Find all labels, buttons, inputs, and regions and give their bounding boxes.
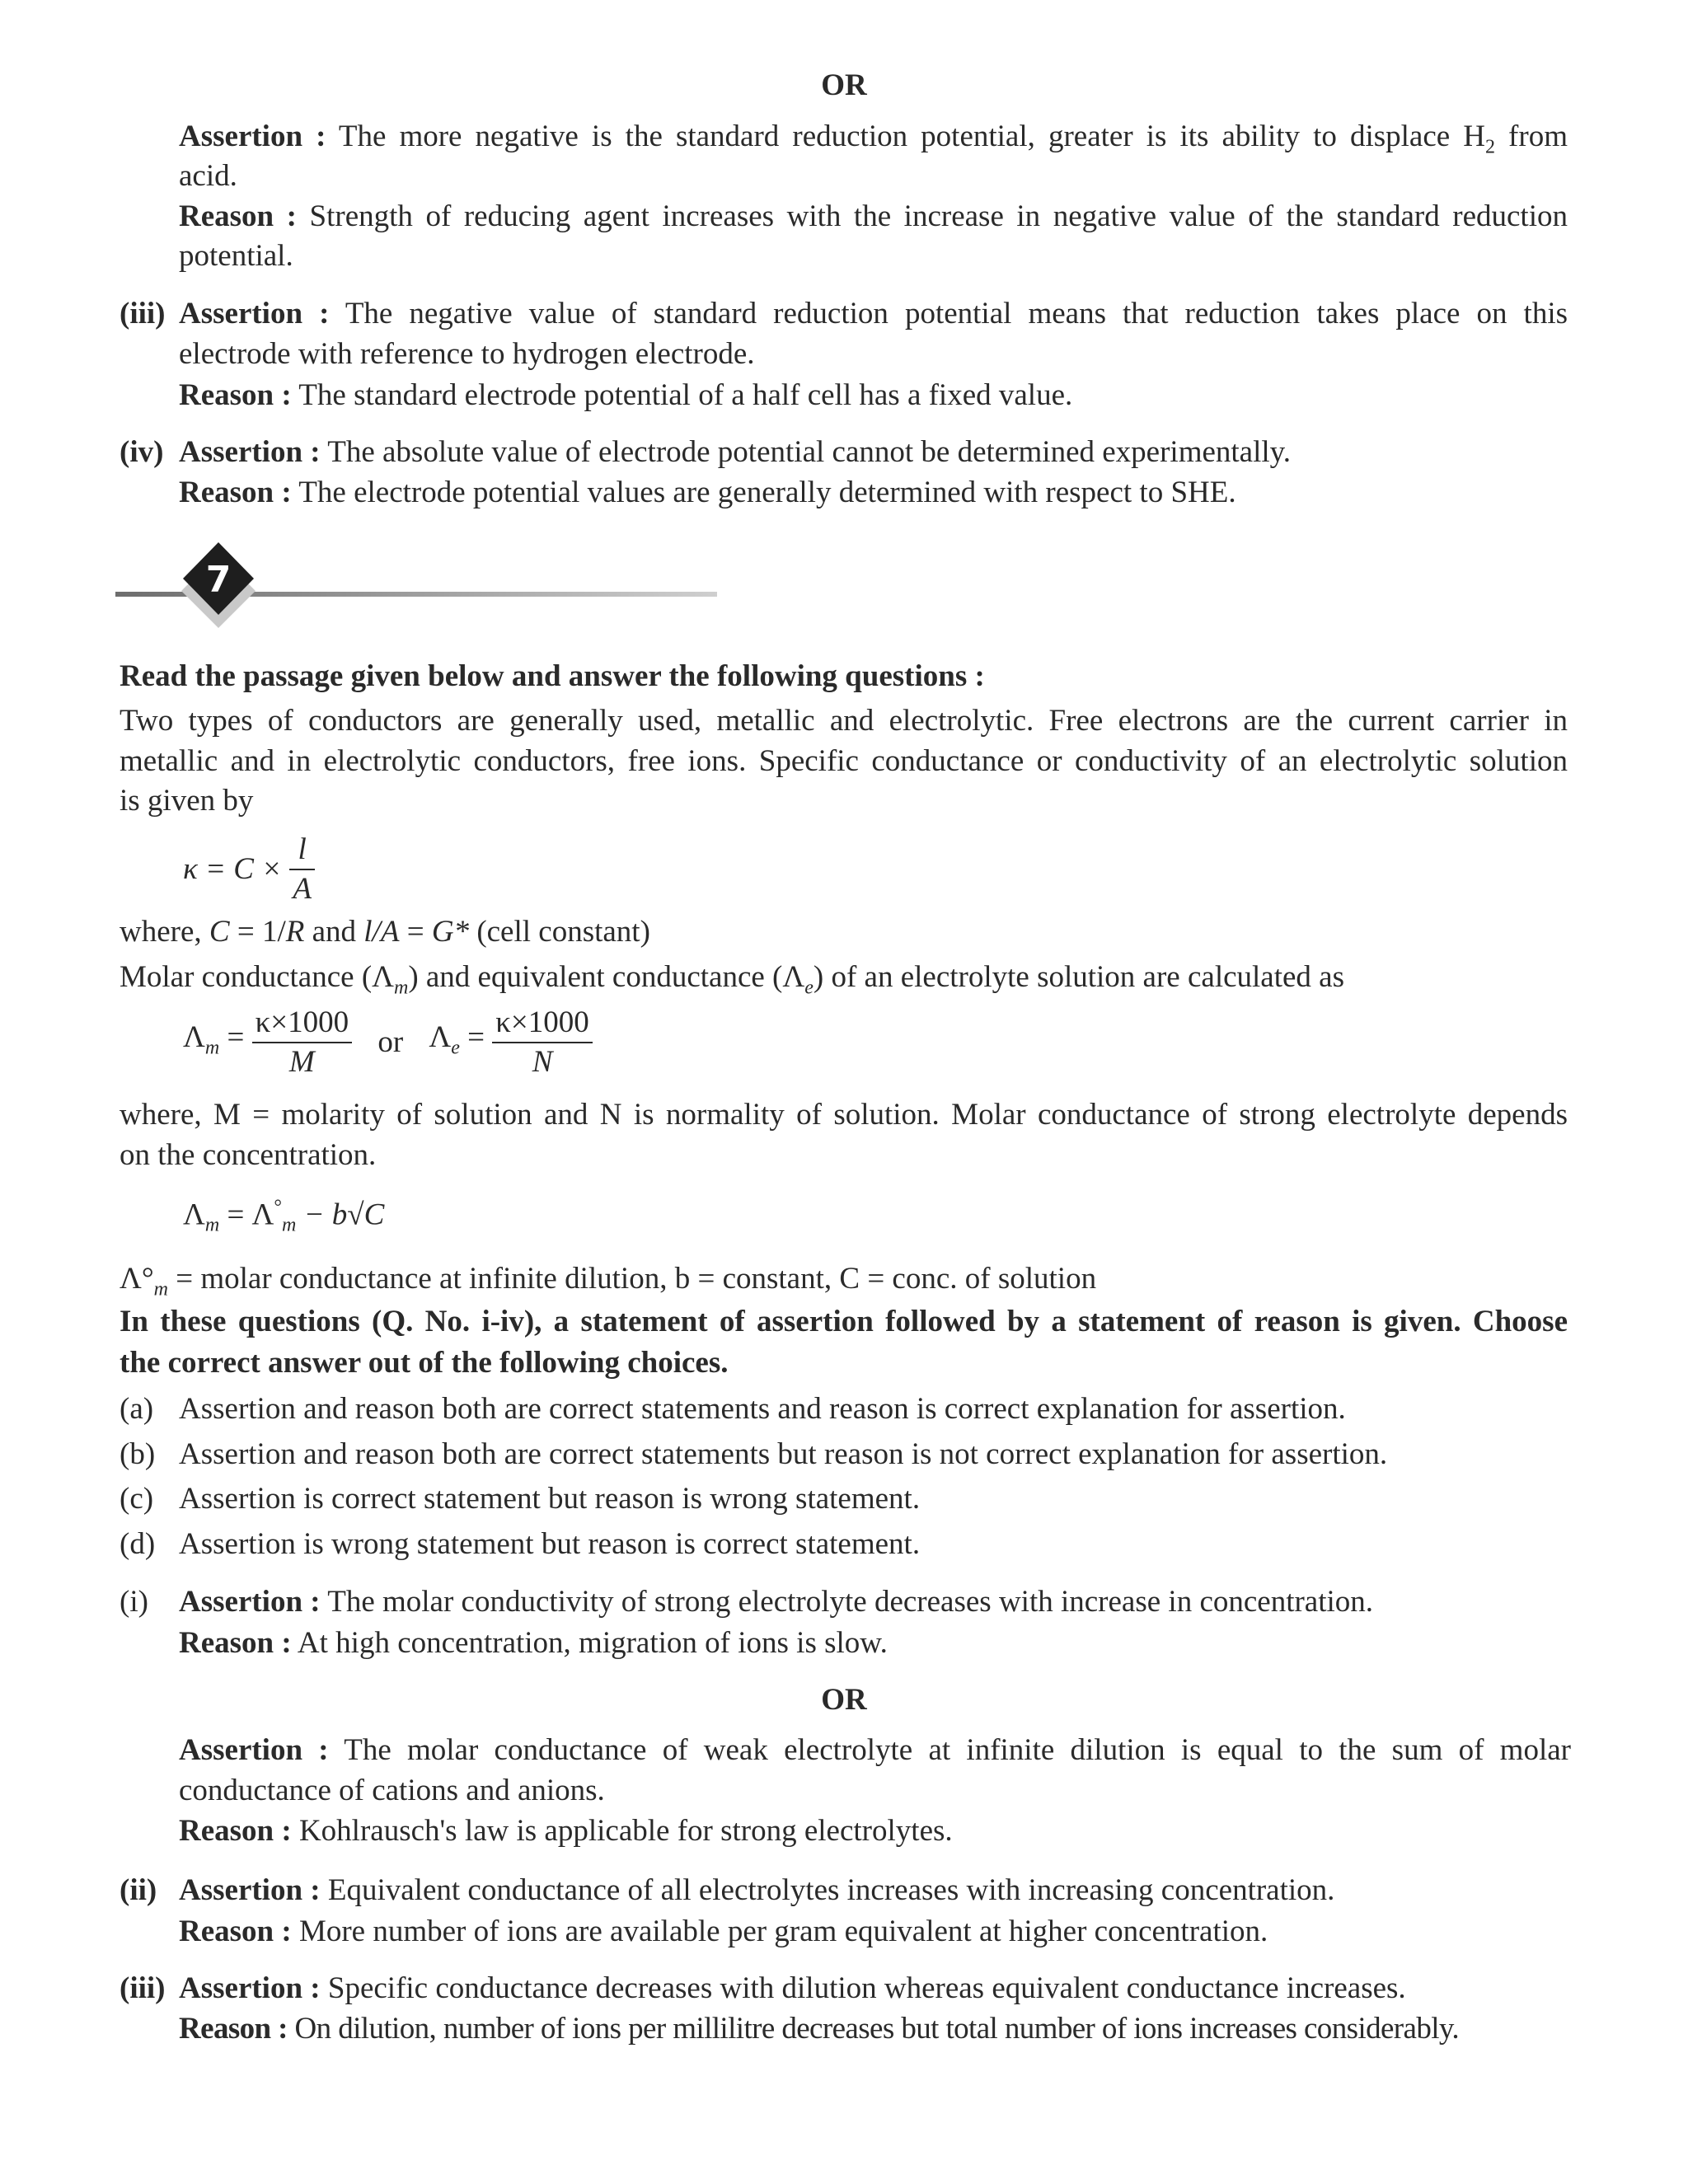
reason-text: On dilution, number of ions per millilitre decreases but total number of ions increases considerably. (294, 2012, 1460, 2046)
subscript: m (393, 977, 409, 999)
reason-text: Strength of reducing agent increases with the increase in negative value of the standard reduction (309, 199, 1568, 233)
assertion-line (179, 1731, 1571, 1770)
assertion-line (179, 1969, 1406, 2008)
assertion-label: Assertion : (179, 297, 330, 330)
fraction (492, 1004, 593, 1081)
formula-kohlrausch (183, 1188, 384, 1244)
reason-text: At high concentration, migration of ions is slow. (297, 1626, 888, 1660)
assertion-continuation: conductance of cations and anions. (179, 1774, 605, 1807)
subscript: m (204, 1214, 220, 1236)
section-heading: Read the passage given below and answer the following questions : (120, 659, 985, 693)
denominator: A (293, 872, 312, 906)
choice-label: (d) (120, 1527, 156, 1561)
passage-line: Two types of conductors are generally used, metallic and electrolytic. Free electrons are the current carrier in (120, 704, 1568, 738)
text: = (459, 1019, 485, 1054)
formula-lhs (183, 1019, 245, 1059)
reason-label: Reason : (179, 1626, 292, 1660)
or-divider: OR (821, 1683, 867, 1717)
reason-line (179, 376, 1072, 415)
text: = molar conductance at infinite dilution, b = constant, C = conc. of solution (167, 1262, 1097, 1296)
molar-conductance-line (120, 958, 1344, 1007)
fraction (252, 1004, 353, 1081)
section-badge (115, 536, 725, 643)
question-number: (i) (120, 1585, 148, 1619)
choice-label: (c) (120, 1482, 154, 1516)
superscript: ° (274, 1197, 282, 1218)
text: C (209, 915, 230, 949)
numerator: κ×1000 (252, 1004, 353, 1043)
text: Λ° (120, 1262, 154, 1296)
assertion-text: The more negative is the standard reduction potential, greater is its ability to displace H (338, 120, 1485, 153)
assertion-line (179, 1582, 1373, 1622)
reason-label: Reason : (179, 199, 297, 233)
reason-line (179, 1811, 953, 1851)
reason-line (179, 197, 1568, 237)
subscript: m (204, 1037, 220, 1059)
formula-conductivity (183, 831, 315, 908)
assertion-label: Assertion : (179, 435, 321, 469)
text: G* (431, 915, 470, 949)
assertion-text: The molar conductivity of strong electrolyte decreases with increase in concentration. (327, 1585, 1374, 1619)
text: ) and equivalent conductance (Λ (408, 960, 805, 994)
text: (cell constant) (469, 915, 650, 949)
choice-text: Assertion and reason both are correct statements and reason is correct explanation for assertion. (179, 1392, 1346, 1426)
text: Λ (183, 1197, 205, 1232)
subscript: e (804, 977, 814, 999)
denominator: N (532, 1045, 553, 1079)
assertion-text: The negative value of standard reduction potential means that reduction takes place on this (345, 297, 1568, 330)
assertion-label: Assertion : (179, 1585, 321, 1619)
passage-line: where, M = molarity of solution and N is normality of solution. Molar conductance of strong electrolyte depends (120, 1098, 1568, 1132)
reason-label: Reason : (179, 1915, 292, 1948)
choice-text: Assertion is wrong statement but reason is correct statement. (179, 1527, 921, 1561)
reason-label: Reason : (179, 1814, 292, 1848)
reason-line (179, 1912, 1268, 1952)
assertion-line (179, 1871, 1334, 1910)
denominator: M (288, 1045, 315, 1079)
text: ) of an electrolyte solution are calculated as (813, 960, 1344, 994)
reason-text: The electrode potential values are generally determined with respect to SHE. (298, 476, 1236, 509)
assertion-line (179, 433, 1291, 472)
section-number: 7 (205, 559, 232, 601)
text: where, (120, 915, 209, 949)
formula-lhs (429, 1019, 485, 1059)
where-line (120, 912, 650, 952)
passage-line: is given by (120, 784, 254, 818)
assertion-label: Assertion : (179, 120, 326, 153)
reason-line (179, 2009, 1459, 2049)
assertion-line (179, 117, 1568, 166)
reason-text: Kohlrausch's law is applicable for strong electrolytes. (298, 1814, 953, 1848)
or-text: or (377, 1025, 404, 1059)
formula-molar-equivalent (183, 1004, 593, 1081)
subscript: m (282, 1214, 297, 1236)
subscript: 2 (1484, 136, 1495, 158)
reason-label: Reason : (179, 378, 292, 412)
text: Molar conductance (Λ (120, 960, 394, 994)
subscript: e (451, 1037, 460, 1059)
question-number: (iii) (120, 1971, 166, 2005)
passage-line: on the concentration. (120, 1138, 377, 1172)
text: = 1/ (229, 915, 286, 949)
formula-lhs: κ = C × (183, 852, 283, 886)
choice-label: (b) (120, 1437, 156, 1471)
subscript: m (153, 1278, 168, 1301)
reason-label: Reason : (179, 2012, 288, 2046)
question-number: (iv) (120, 435, 164, 469)
text: = (399, 915, 432, 949)
reason-line (179, 473, 1236, 513)
text: = (219, 1019, 245, 1054)
reason-continuation: potential. (179, 239, 293, 273)
reason-label: Reason : (179, 476, 292, 509)
instruction-line: the correct answer out of the following choices. (120, 1346, 729, 1380)
assertion-text-end: from (1508, 120, 1568, 153)
assertion-label: Assertion : (179, 1873, 321, 1907)
text: R (285, 915, 305, 949)
numerator: l (289, 831, 315, 870)
assertion-continuation: electrode with reference to hydrogen electrode. (179, 337, 755, 371)
text: and (304, 915, 364, 949)
text: = Λ (219, 1197, 274, 1232)
assertion-text: The absolute value of electrode potential cannot be determined experimentally. (327, 435, 1292, 469)
assertion-label: Assertion : (179, 1971, 321, 2005)
or-divider: OR (821, 68, 867, 102)
assertion-text: The molar conductance of weak electrolyte at infinite dilution is equal to the sum of molar (344, 1733, 1571, 1767)
reason-line (179, 1624, 888, 1663)
assertion-line (179, 294, 1568, 334)
assertion-continuation: acid. (179, 159, 237, 193)
fraction (289, 831, 315, 908)
assertion-text: Specific conductance decreases with dilution whereas equivalent conductance increases. (327, 1971, 1406, 2005)
choice-label: (a) (120, 1392, 154, 1426)
reason-text: The standard electrode potential of a half cell has a fixed value. (298, 378, 1073, 412)
assertion-label: Assertion : (179, 1733, 329, 1767)
text: Λ (429, 1019, 452, 1054)
numerator: κ×1000 (492, 1004, 593, 1043)
text: − b√C (296, 1197, 385, 1232)
question-number: (iii) (120, 297, 166, 330)
assertion-text: Equivalent conductance of all electrolytes increases with increasing concentration. (327, 1873, 1335, 1907)
choice-text: Assertion is correct statement but reason is wrong statement. (179, 1482, 921, 1516)
text: l/A (363, 915, 400, 949)
choice-text: Assertion and reason both are correct statements but reason is not correct explanation for assertion. (179, 1437, 1388, 1471)
question-number: (ii) (120, 1873, 157, 1907)
instruction-line: In these questions (Q. No. i-iv), a statement of assertion followed by a statement of reason is given. Choose (120, 1305, 1568, 1338)
text: Λ (183, 1019, 205, 1054)
reason-text: More number of ions are available per gram equivalent at higher concentration. (298, 1915, 1268, 1948)
passage-line: metallic and in electrolytic conductors, free ions. Specific conductance or conductivity of an electrolytic solution (120, 744, 1568, 778)
